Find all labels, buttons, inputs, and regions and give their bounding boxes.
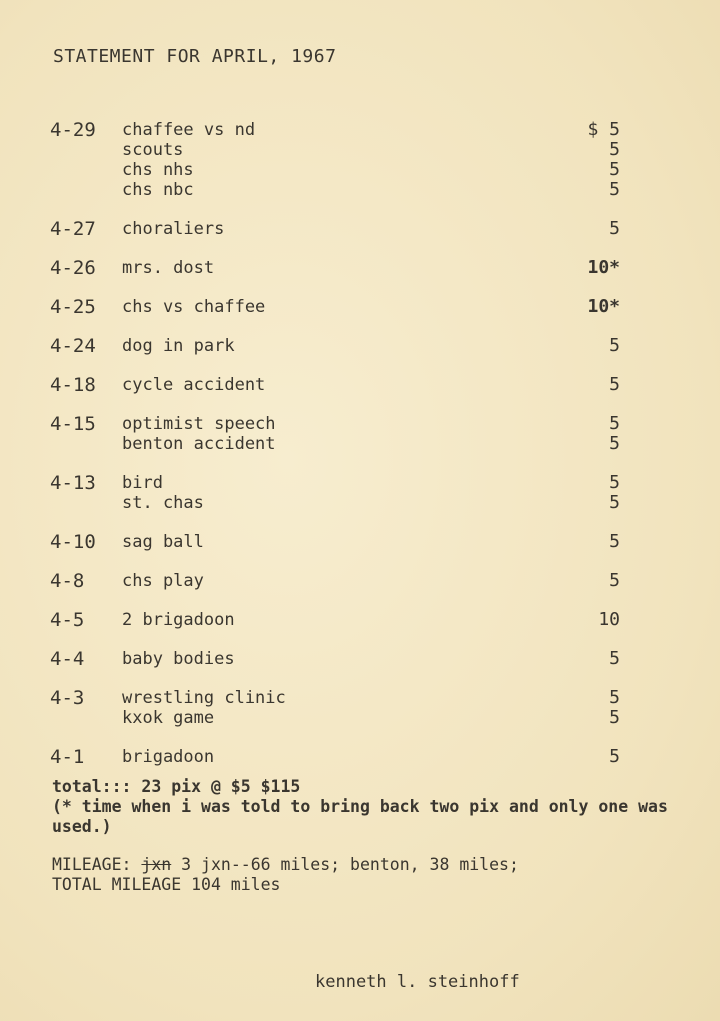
item-amount: 5 xyxy=(609,159,620,180)
item-amount: 5 xyxy=(609,413,620,434)
item-description: mrs. dost xyxy=(122,258,215,278)
entry-item xyxy=(122,434,620,454)
entry-date: 4-15 xyxy=(50,413,96,435)
entry-item xyxy=(122,414,620,434)
entry-item xyxy=(122,610,620,630)
item-amount: 5 xyxy=(609,179,620,200)
item-amount: 5 xyxy=(609,433,620,454)
item-description: chs nhs xyxy=(122,160,194,180)
mileage-label: MILEAGE: xyxy=(52,855,132,874)
item-description: scouts xyxy=(122,140,184,160)
entry-date: 4-25 xyxy=(50,296,96,318)
item-amount: 5 xyxy=(609,218,620,239)
totals-block xyxy=(52,777,682,837)
mileage-line xyxy=(52,855,682,875)
item-amount: $ 5 xyxy=(587,119,620,140)
item-description: bird xyxy=(122,473,163,493)
item-description: baby bodies xyxy=(122,649,235,669)
item-amount: 5 xyxy=(609,472,620,493)
totals-note: (* time when i was told to bring back two pix and only one was used.) xyxy=(52,797,668,836)
entry-date: 4-26 xyxy=(50,257,96,279)
item-amount: 10* xyxy=(587,257,620,278)
entry-items xyxy=(122,688,620,728)
entry-date: 4-8 xyxy=(50,570,85,592)
entry-items xyxy=(122,336,620,356)
item-amount: 5 xyxy=(609,335,620,356)
entry-item xyxy=(122,375,620,395)
item-amount: 5 xyxy=(609,531,620,552)
entry-item xyxy=(122,336,620,356)
item-description: choraliers xyxy=(122,219,225,239)
ledger-entry xyxy=(50,375,620,395)
item-description: wrestling clinic xyxy=(122,688,286,708)
item-amount: 5 xyxy=(609,648,620,669)
entry-items xyxy=(122,473,620,513)
entry-items xyxy=(122,532,620,552)
item-amount: 10 xyxy=(598,609,620,630)
item-description: st. chas xyxy=(122,493,204,513)
entry-item xyxy=(122,258,620,278)
entry-item xyxy=(122,160,620,180)
item-description: dog in park xyxy=(122,336,235,356)
entry-date: 4-27 xyxy=(50,218,96,240)
entry-items xyxy=(122,258,620,278)
item-description: optimist speech xyxy=(122,414,276,434)
entry-items xyxy=(122,747,620,767)
entry-item xyxy=(122,571,620,591)
ledger-entry xyxy=(50,120,620,200)
entry-date: 4-29 xyxy=(50,119,96,141)
signature-line: kenneth l. steinhoff xyxy=(315,972,520,992)
entry-date: 4-1 xyxy=(50,746,85,768)
ledger-entry xyxy=(50,747,620,767)
item-amount: 5 xyxy=(609,570,620,591)
entry-items xyxy=(122,120,620,200)
entry-items xyxy=(122,571,620,591)
item-amount: 5 xyxy=(609,492,620,513)
ledger-entry xyxy=(50,297,620,317)
entry-date: 4-3 xyxy=(50,687,85,709)
entry-items xyxy=(122,297,620,317)
item-description: kxok game xyxy=(122,708,215,728)
item-amount: 10* xyxy=(587,296,620,317)
ledger-list xyxy=(50,120,620,786)
entry-item xyxy=(122,688,620,708)
entry-item xyxy=(122,532,620,552)
ledger-entry xyxy=(50,688,620,728)
statement-title: STATEMENT FOR APRIL, 1967 xyxy=(53,46,337,67)
entry-item xyxy=(122,219,620,239)
entry-items xyxy=(122,610,620,630)
entry-item xyxy=(122,708,620,728)
item-amount: 5 xyxy=(609,707,620,728)
mileage-detail: 3 jxn--66 miles; benton, 38 miles; xyxy=(181,855,519,874)
ledger-entry xyxy=(50,649,620,669)
entry-item xyxy=(122,649,620,669)
entry-date: 4-24 xyxy=(50,335,96,357)
entry-item xyxy=(122,473,620,493)
entry-date: 4-4 xyxy=(50,648,85,670)
item-description: chs vs chaffee xyxy=(122,297,266,317)
entry-items xyxy=(122,375,620,395)
entry-item xyxy=(122,747,620,767)
entry-item xyxy=(122,120,620,140)
item-description: 2 brigadoon xyxy=(122,610,235,630)
entry-date: 4-13 xyxy=(50,472,96,494)
item-description: benton accident xyxy=(122,434,276,454)
ledger-entry xyxy=(50,473,620,513)
entry-item xyxy=(122,297,620,317)
item-amount: 5 xyxy=(609,687,620,708)
item-description: chs play xyxy=(122,571,204,591)
entry-date: 4-10 xyxy=(50,531,96,553)
item-description: sag ball xyxy=(122,532,204,552)
entry-item xyxy=(122,140,620,160)
ledger-entry xyxy=(50,258,620,278)
mileage-block xyxy=(52,855,682,895)
mileage-total: TOTAL MILEAGE 104 miles xyxy=(52,875,281,894)
entry-items xyxy=(122,649,620,669)
item-amount: 5 xyxy=(609,746,620,767)
ledger-entry xyxy=(50,532,620,552)
ledger-entry xyxy=(50,414,620,454)
entry-items xyxy=(122,414,620,454)
entry-item xyxy=(122,180,620,200)
item-description: chaffee vs nd xyxy=(122,120,256,140)
item-description: brigadoon xyxy=(122,747,215,767)
ledger-entry xyxy=(50,219,620,239)
entry-date: 4-5 xyxy=(50,609,85,631)
entry-item xyxy=(122,493,620,513)
item-description: chs nbc xyxy=(122,180,194,200)
entry-date: 4-18 xyxy=(50,374,96,396)
item-description: cycle accident xyxy=(122,375,266,395)
entry-items xyxy=(122,219,620,239)
item-amount: 5 xyxy=(609,374,620,395)
ledger-entry xyxy=(50,571,620,591)
mileage-struck-text: jxn xyxy=(141,855,172,874)
item-amount: 5 xyxy=(609,139,620,160)
ledger-entry xyxy=(50,336,620,356)
totals-line: total::: 23 pix @ $5 $115 xyxy=(52,777,301,796)
ledger-entry xyxy=(50,610,620,630)
